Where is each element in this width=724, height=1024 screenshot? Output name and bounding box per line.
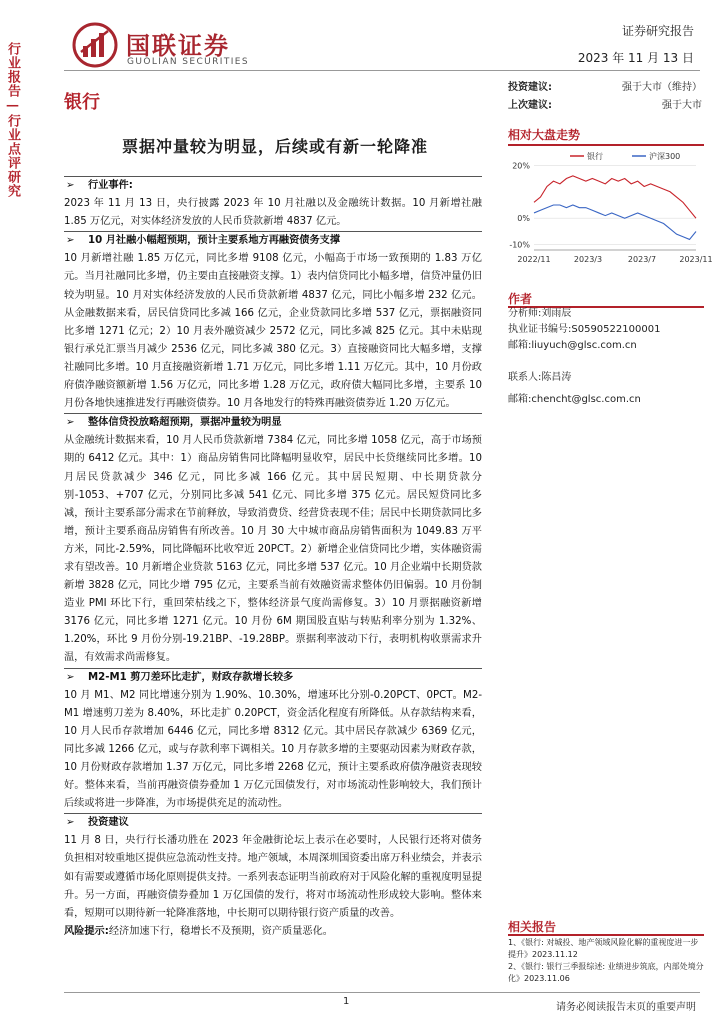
section-paragraph: 10 月 M1、M2 同比增速分别为 1.90%、10.30%，增速环比分别-0.20PCT、0PCT。M2-M1 增速剪刀差为 8.40%，环比走扩 0.20PCT，资金活化程度有所降低。从存款结构来看，10 月人民币存款增加 6446 亿元，同比多增 8312 亿元。其中居民存款减少 6369 亿元，同比多减 1266 亿元，或与存款利率下调相关。10 月存款多增的主要驱动因素为财政存款，10 月份财政存款增加 1.37 万亿元，同比多增 2268 亿元，预计主要系政府债净融资表现较好。整体来看，当前再融资债券叠加 1 万亿元国债发行，对市场流动性影响较大，我们预计后续或将进一步降准，为市场提供充足的流动性。: [64, 689, 482, 810]
report-type: 证券研究报告: [621, 24, 694, 38]
rating-current-label: 投资建议:: [508, 82, 552, 93]
section-paragraph: 从金融统计数据来看，10 月人民币贷款新增 7384 亿元，同比多增 1058 亿元，高于市场预期的 6412 亿元。其中：1）商品房销售同比降幅明显收窄，居民中长贷继续同比多增。10 月居民贷款减少 346 亿元，同比多减 166 亿元。其中居民短期、中长期贷款分别-1053、+707 亿元，分别同比多减 541 亿元、同比多增 375 亿元。居民短贷同比多减，预计主要系部分需求在节前释放，导致消费贷、经营贷表现不佳；居民中长期贷款同比多增，预计主要系商品房销售有所改善。10 月 30 大中城市商品房销售面积为 1049.83 万平方米，同比-2.59%，同比降幅环比收窄近 20PCT。2）新增企业信贷同比少增，实体融资需求有望改善。10 月新增企业贷款 5163 亿元，同比多增 537 亿元。10 月企业端中长期贷款新增 3828 亿元，同比少增 795 亿元，主要系当前有效融资需求整体仍旧偏弱。10 月份制造业 PMI 环比下行，重回荣枯线之下，整体经济景气度尚需修复。3）10 月票据融资新增 3176 亿元，同比多增 1271 亿元。10 月份 6M 期国股直贴与转贴利率分别为 1.32%、1.20%，环比 9 月份分别-19.21BP、-19.28BP。票据利率波动下行，表明机构收票需求升温，有效需求尚需修复。: [64, 435, 482, 664]
section-paragraph: 11 月 8 日，央行行长潘功胜在 2023 年金融街论坛上表示在必要时，人民银行还将对债务负担相对较重地区提供应急流动性支持。地产领域，本周深圳国资委出席万科业绩会，并表示如有需要或遵循市场化原则提供支持。一系列表态证明当前政府对于风险化解的重视度明显提升。另一方面，再融资债券叠加 1 万亿国债的发行，将对市场流动性形成较大影响。整体来看，短期可以期待新一轮降准落地，中长期可以期待银行资产质量的改善。: [64, 835, 482, 919]
footer-rule: [64, 992, 700, 993]
section: [64, 231, 482, 413]
page-title: 票据冲量较为明显，后续或有新一轮降准: [122, 137, 429, 156]
logo-text-en: GUOLIAN SECURITIES: [127, 57, 249, 67]
section-heading: ➢ 投资建议: [64, 814, 482, 832]
company-logo: [72, 22, 262, 70]
side-banner-text: 行业报告—行业点评研究: [5, 42, 20, 198]
related-item[interactable]: 1、《银行: 对城投、地产领域风险化解的重视度进一步提升》2023.11.12: [508, 938, 699, 959]
contact-line: 联系人:陈昌涛: [508, 372, 572, 383]
x-tick-label: 2023/7: [627, 255, 657, 264]
section-heading: ➢ 整体信贷投放略超预期，票据冲量较为明显: [64, 414, 482, 432]
section: [64, 413, 482, 667]
arrow-icon: ➢: [66, 235, 75, 247]
section-heading: ➢ 行业事件:: [64, 177, 482, 195]
footer-disclaimer: 请务必阅读报告末页的重要声明: [556, 1002, 696, 1013]
analyst-line: 分析师:刘雨辰: [508, 308, 572, 319]
rating-current-value: 强于大市（维持）: [622, 82, 702, 93]
arrow-icon: ➢: [66, 817, 75, 829]
risk-notice: [64, 923, 482, 941]
logo-text-cn: 国联证券: [126, 32, 230, 60]
legend-label: 沪深300: [649, 152, 681, 161]
page-number: 1: [343, 996, 350, 1007]
related-list: [508, 937, 704, 985]
header-rule: [64, 70, 700, 71]
section-heading: ➢ M2-M1 剪刀差环比走扩，财政存款增长较多: [64, 669, 482, 687]
risk-label: 风险提示:: [64, 925, 109, 937]
arrow-icon: ➢: [66, 417, 75, 429]
section-heading: ➢ 10 月社融小幅超预期，预计主要系地方再融资债务支撑: [64, 232, 482, 250]
x-tick-label: 2023/3: [573, 255, 603, 264]
report-body: [64, 176, 482, 941]
email-line: 邮箱:liuyuch@glsc.com.cn: [508, 340, 637, 351]
x-tick-label: 2022/11: [517, 255, 551, 264]
arrow-icon: ➢: [66, 671, 75, 683]
series-line-1: [534, 205, 696, 239]
authors-block: [508, 306, 708, 408]
contact-email-line: 邮箱:chencht@glsc.com.cn: [508, 394, 641, 405]
series-line-0: [534, 176, 696, 218]
section-paragraph: 10 月新增社融 1.85 万亿元，同比多增 9108 亿元，小幅高于市场一致预期的 1.83 万亿元。当月社融同比多增，仍主要由直接融资支撑。1）表内信贷同比小幅多增，信贷冲量仍旧较为明显。10 月对实体经济发放的人民币贷款新增 4837 亿元，同比小幅多增 232 亿元。从金融数据来看，居民信贷同比多减 166 亿元，企业贷款同比多增 537 亿元，票据融资同比多增 1271 亿元；2）10 月表外融资减少 2572 亿元，同比多减 825 亿元。其中未贴现银行承兑汇票当月减少 2536 亿元，同比多减 380 亿元。3）直接融资同比大幅多增，支撑社融同比多增。10 月直接融资新增 1.71 万亿元，同比多增 1.11 万亿元。其中，10 月份政府债净融资额新增 1.56 万亿元，同比多增 1.28 万亿元，政府债大幅同比多增，主要系 10 月份各地快速推进发行再融资债券。10 月各地发行的特殊再融资债券近 1.20 万亿元。: [64, 253, 482, 410]
logo-mark-icon: [72, 22, 118, 68]
rating-previous-label: 上次建议:: [508, 100, 552, 111]
x-tick-label: 2023/11: [679, 255, 713, 264]
section: [64, 668, 482, 814]
y-tick-label: -10%: [509, 240, 530, 250]
risk-text: 经济加速下行，稳增长不及预期，资产质量恶化。: [108, 925, 333, 937]
section: [64, 813, 482, 923]
report-date: 2023 年 11 月 13 日: [577, 51, 694, 65]
arrow-icon: ➢: [66, 180, 75, 191]
chart-heading-rule: [508, 144, 704, 146]
related-heading: 相关报告: [508, 920, 557, 934]
chart-heading: 相对大盘走势: [508, 128, 581, 142]
relative-performance-chart: [500, 150, 713, 274]
related-heading-rule: [508, 934, 704, 936]
section: [64, 176, 482, 231]
legend-label: 银行: [587, 152, 603, 161]
y-tick-label: 0%: [517, 214, 530, 224]
rating-previous-value: 强于大市: [662, 100, 702, 111]
cert-line: 执业证书编号:S0590522100001: [508, 324, 661, 335]
side-banner: [0, 0, 26, 1024]
authors-heading: 作者: [508, 292, 533, 306]
section-paragraph: 2023 年 11 月 13 日，央行披露 2023 年 10 月社融以及金融统计数据。10 月新增社融 1.85 万亿元，对实体经济发放的人民币贷款新增 4837 亿元。: [64, 198, 482, 228]
industry-name: 银行: [64, 92, 100, 113]
related-item[interactable]: 2、《银行: 银行三季报综述: 业绩进步筑底，内部处境分化》2023.11.06: [508, 962, 704, 983]
y-tick-label: 20%: [512, 161, 530, 171]
